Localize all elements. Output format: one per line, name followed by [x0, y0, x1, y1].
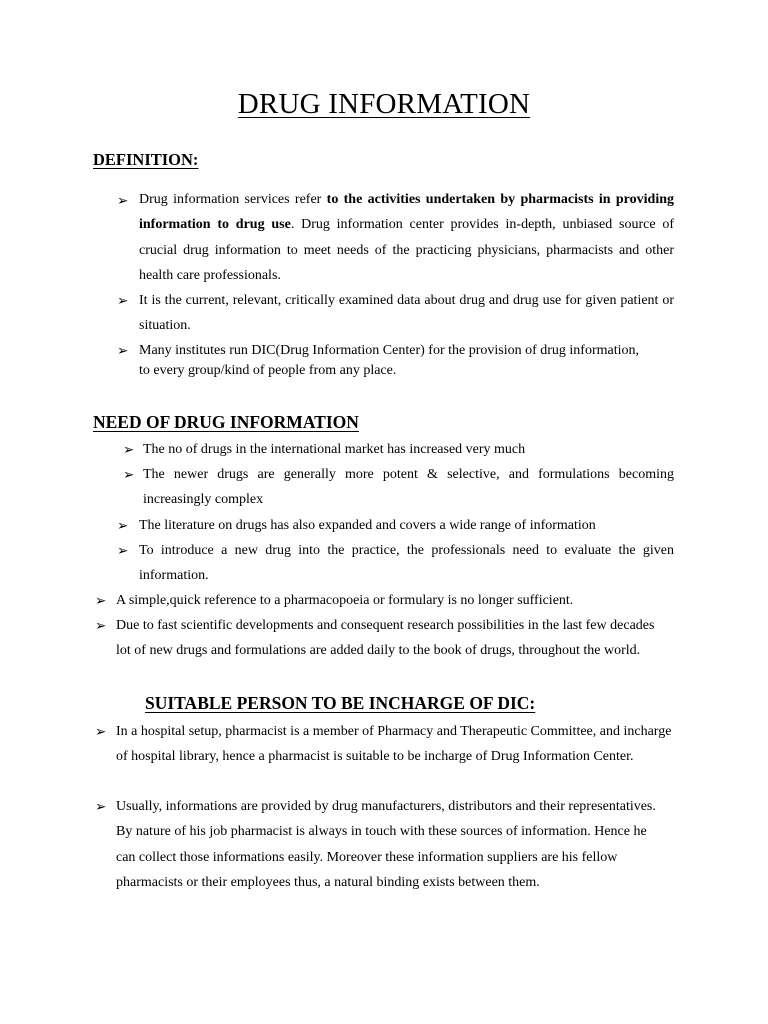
page-title: DRUG INFORMATION: [237, 88, 531, 120]
definition-item-2: It is the current, relevant, critically examined data about drug and drug use for given patient or situation.: [139, 293, 674, 334]
bullet-icon: ➢: [95, 618, 107, 633]
definition-item-1: [139, 187, 674, 288]
definition-heading: DEFINITION:: [93, 150, 199, 169]
need-heading: NEED OF DRUG INFORMATION: [93, 412, 359, 432]
need-item-6: Due to fast scientific developments and consequent research possibilities in the last few decades lot of new drugs and formulations are added daily to the book of drugs, throughout the world.: [116, 618, 655, 659]
need-item-3: The literature on drugs has also expanded and covers a wide range of information: [139, 518, 596, 533]
need-item-2: The newer drugs are generally more potent & selective, and formulations becoming increasingly complex: [143, 467, 674, 508]
need-item-4: To introduce a new drug into the practice, the professionals need to evaluate the given information.: [139, 543, 674, 584]
suitable-heading: SUITABLE PERSON TO BE INCHARGE OF DIC:: [145, 693, 536, 713]
bullet-icon: ➢: [123, 442, 135, 457]
need-item-1: The no of drugs in the international market has increased very much: [143, 442, 526, 457]
bullet-icon: ➢: [117, 543, 129, 558]
definition-item-3: Many institutes run DIC(Drug Information Center) for the provision of drug information, to every group/kind of people from any place.: [139, 343, 640, 378]
bullet-icon: ➢: [95, 724, 107, 739]
need-item-5: A simple,quick reference to a pharmacopoeia or formulary is no longer sufficient.: [116, 593, 574, 608]
suitable-item-2: Usually, informations are provided by drug manufacturers, distributors and their representatives. By nature of his job pharmacist is always in touch with these sources of information. Hence he can collect those informations easily. Moreover these information suppliers are his fellow pharmacists or their employees thus, a natural binding exists between them.: [116, 799, 656, 890]
definition-item-1-text-pre: Drug information services refer: [139, 192, 327, 207]
suitable-item-1: In a hospital setup, pharmacist is a member of Pharmacy and Therapeutic Committee, and incharge of hospital library, hence a pharmacist is suitable to be incharge of Drug Information Center.: [116, 724, 672, 765]
definition-item-1-text-post: . Drug information center provides in-depth, unbiased source of crucial drug information to meet needs of the practicing physicians, pharmacists and other health care professionals.: [139, 217, 674, 283]
bullet-icon: ➢: [117, 193, 129, 208]
bullet-icon: ➢: [117, 518, 129, 533]
bullet-icon: ➢: [123, 467, 135, 482]
bullet-icon: ➢: [95, 593, 107, 608]
bullet-icon: ➢: [95, 799, 107, 814]
bullet-icon: ➢: [117, 343, 129, 358]
bullet-icon: ➢: [117, 293, 129, 308]
definition-item-1-text-bold: to the activities undertaken by pharmacists in providing information to drug use: [139, 192, 674, 233]
